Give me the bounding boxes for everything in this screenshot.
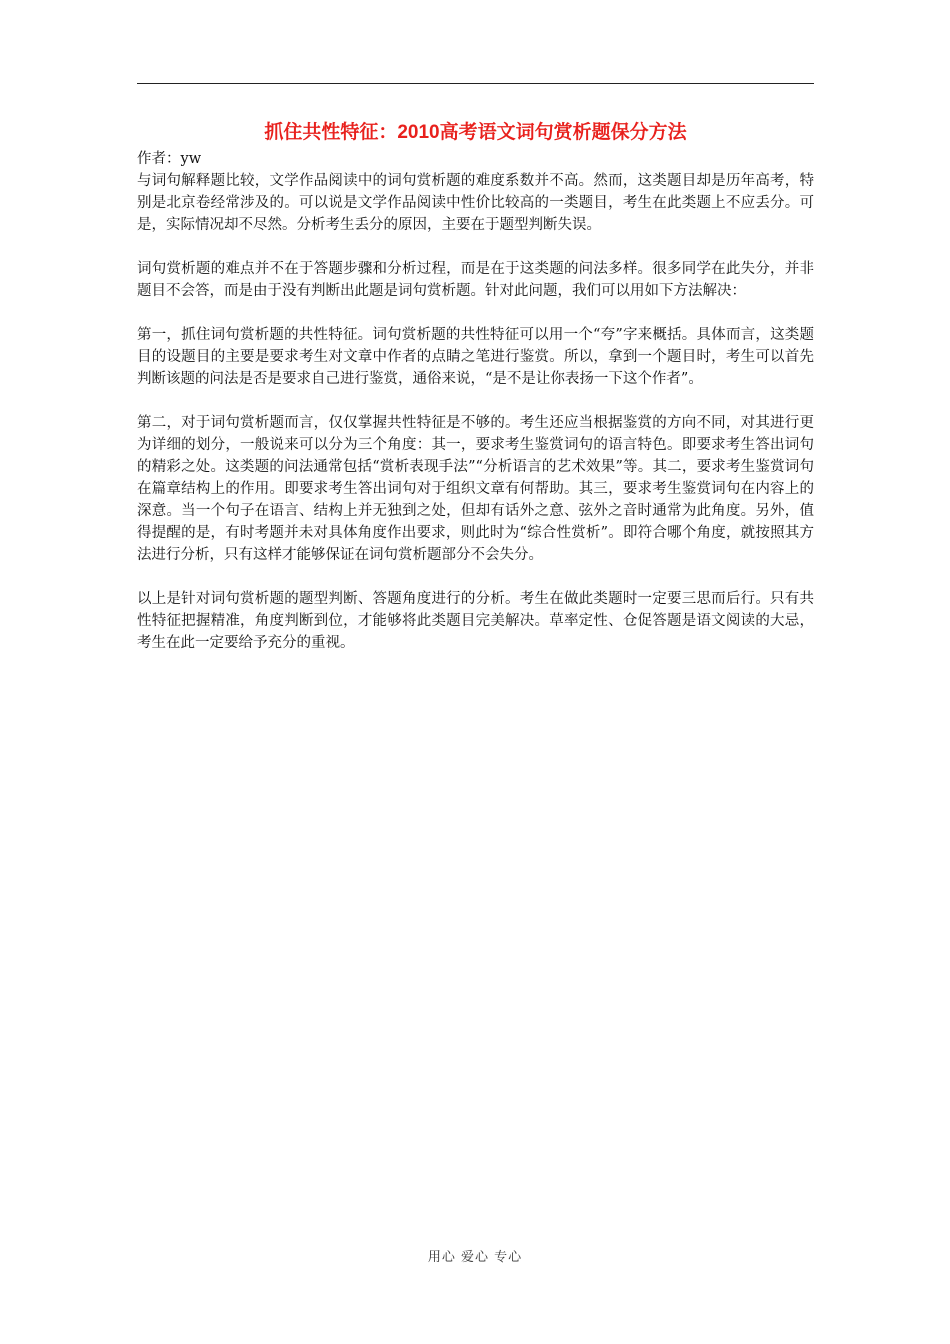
page-footer: 用心 爱心 专心 bbox=[427, 1250, 523, 1265]
paragraph-1: 与词句解释题比较，文学作品阅读中的词句赏析题的难度系数并不高。然而，这类题目却是历年高考，特别是北京卷经常涉及的。可以说是文学作品阅读中性价比较高的一类题目，考生在此类题上不应丢分。可是，实际情况却不尽然。分析考生丢分的原因，主要在于题型判断失误。 bbox=[137, 173, 814, 233]
document-body bbox=[137, 118, 814, 654]
header-rule bbox=[137, 83, 814, 84]
paragraph-3: 第一，抓住词句赏析题的共性特征。词句赏析题的共性特征可以用一个“夸”字来概括。具体而言，这类题目的设题目的主要是要求考生对文章中作者的点睛之笔进行鉴赏。所以，拿到一个题目时，考生可以首先判断该题的问法是否是要求自己进行鉴赏，通俗来说，“是不是让你表扬一下这个作者”。 bbox=[137, 327, 814, 387]
paragraph-4: 第二，对于词句赏析题而言，仅仅掌握共性特征是不够的。考生还应当根据鉴赏的方向不同，对其进行更为详细的划分，一般说来可以分为三个角度：其一，要求考生鉴赏词句的语言特色。即要求考生答出词句的精彩之处。这类题的问法通常包括“赏析表现手法”“分析语言的艺术效果”等。其二，要求考生鉴赏词句在篇章结构上的作用。即要求考生答出词句对于组织文章有何帮助。其三，要求考生鉴赏词句在内容上的深意。当一个句子在语言、结构上并无独到之处，但却有话外之意、弦外之音时通常为此角度。另外，值得提醒的是，有时考题并未对具体角度作出要求，则此时为“综合性赏析”。即符合哪个角度，就按照其方法进行分析，只有这样才能够保证在词句赏析题部分不会失分。 bbox=[137, 415, 814, 563]
author-line: 作者：yw bbox=[137, 151, 202, 167]
paragraph-5: 以上是针对词句赏析题的题型判断、答题角度进行的分析。考生在做此类题时一定要三思而后行。只有共性特征把握精准，角度判断到位，才能够将此类题目完美解决。草率定性、仓促答题是语文阅读的大忌，考生在此一定要给予充分的重视。 bbox=[137, 591, 814, 651]
document-title: 抓住共性特征：2010高考语文词句赏析题保分方法 bbox=[264, 122, 687, 143]
paragraph-2: 词句赏析题的难点并不在于答题步骤和分析过程，而是在于这类题的问法多样。很多同学在此失分，并非题目不会答，而是由于没有判断出此题是词句赏析题。针对此问题，我们可以用如下方法解决： bbox=[137, 261, 814, 299]
